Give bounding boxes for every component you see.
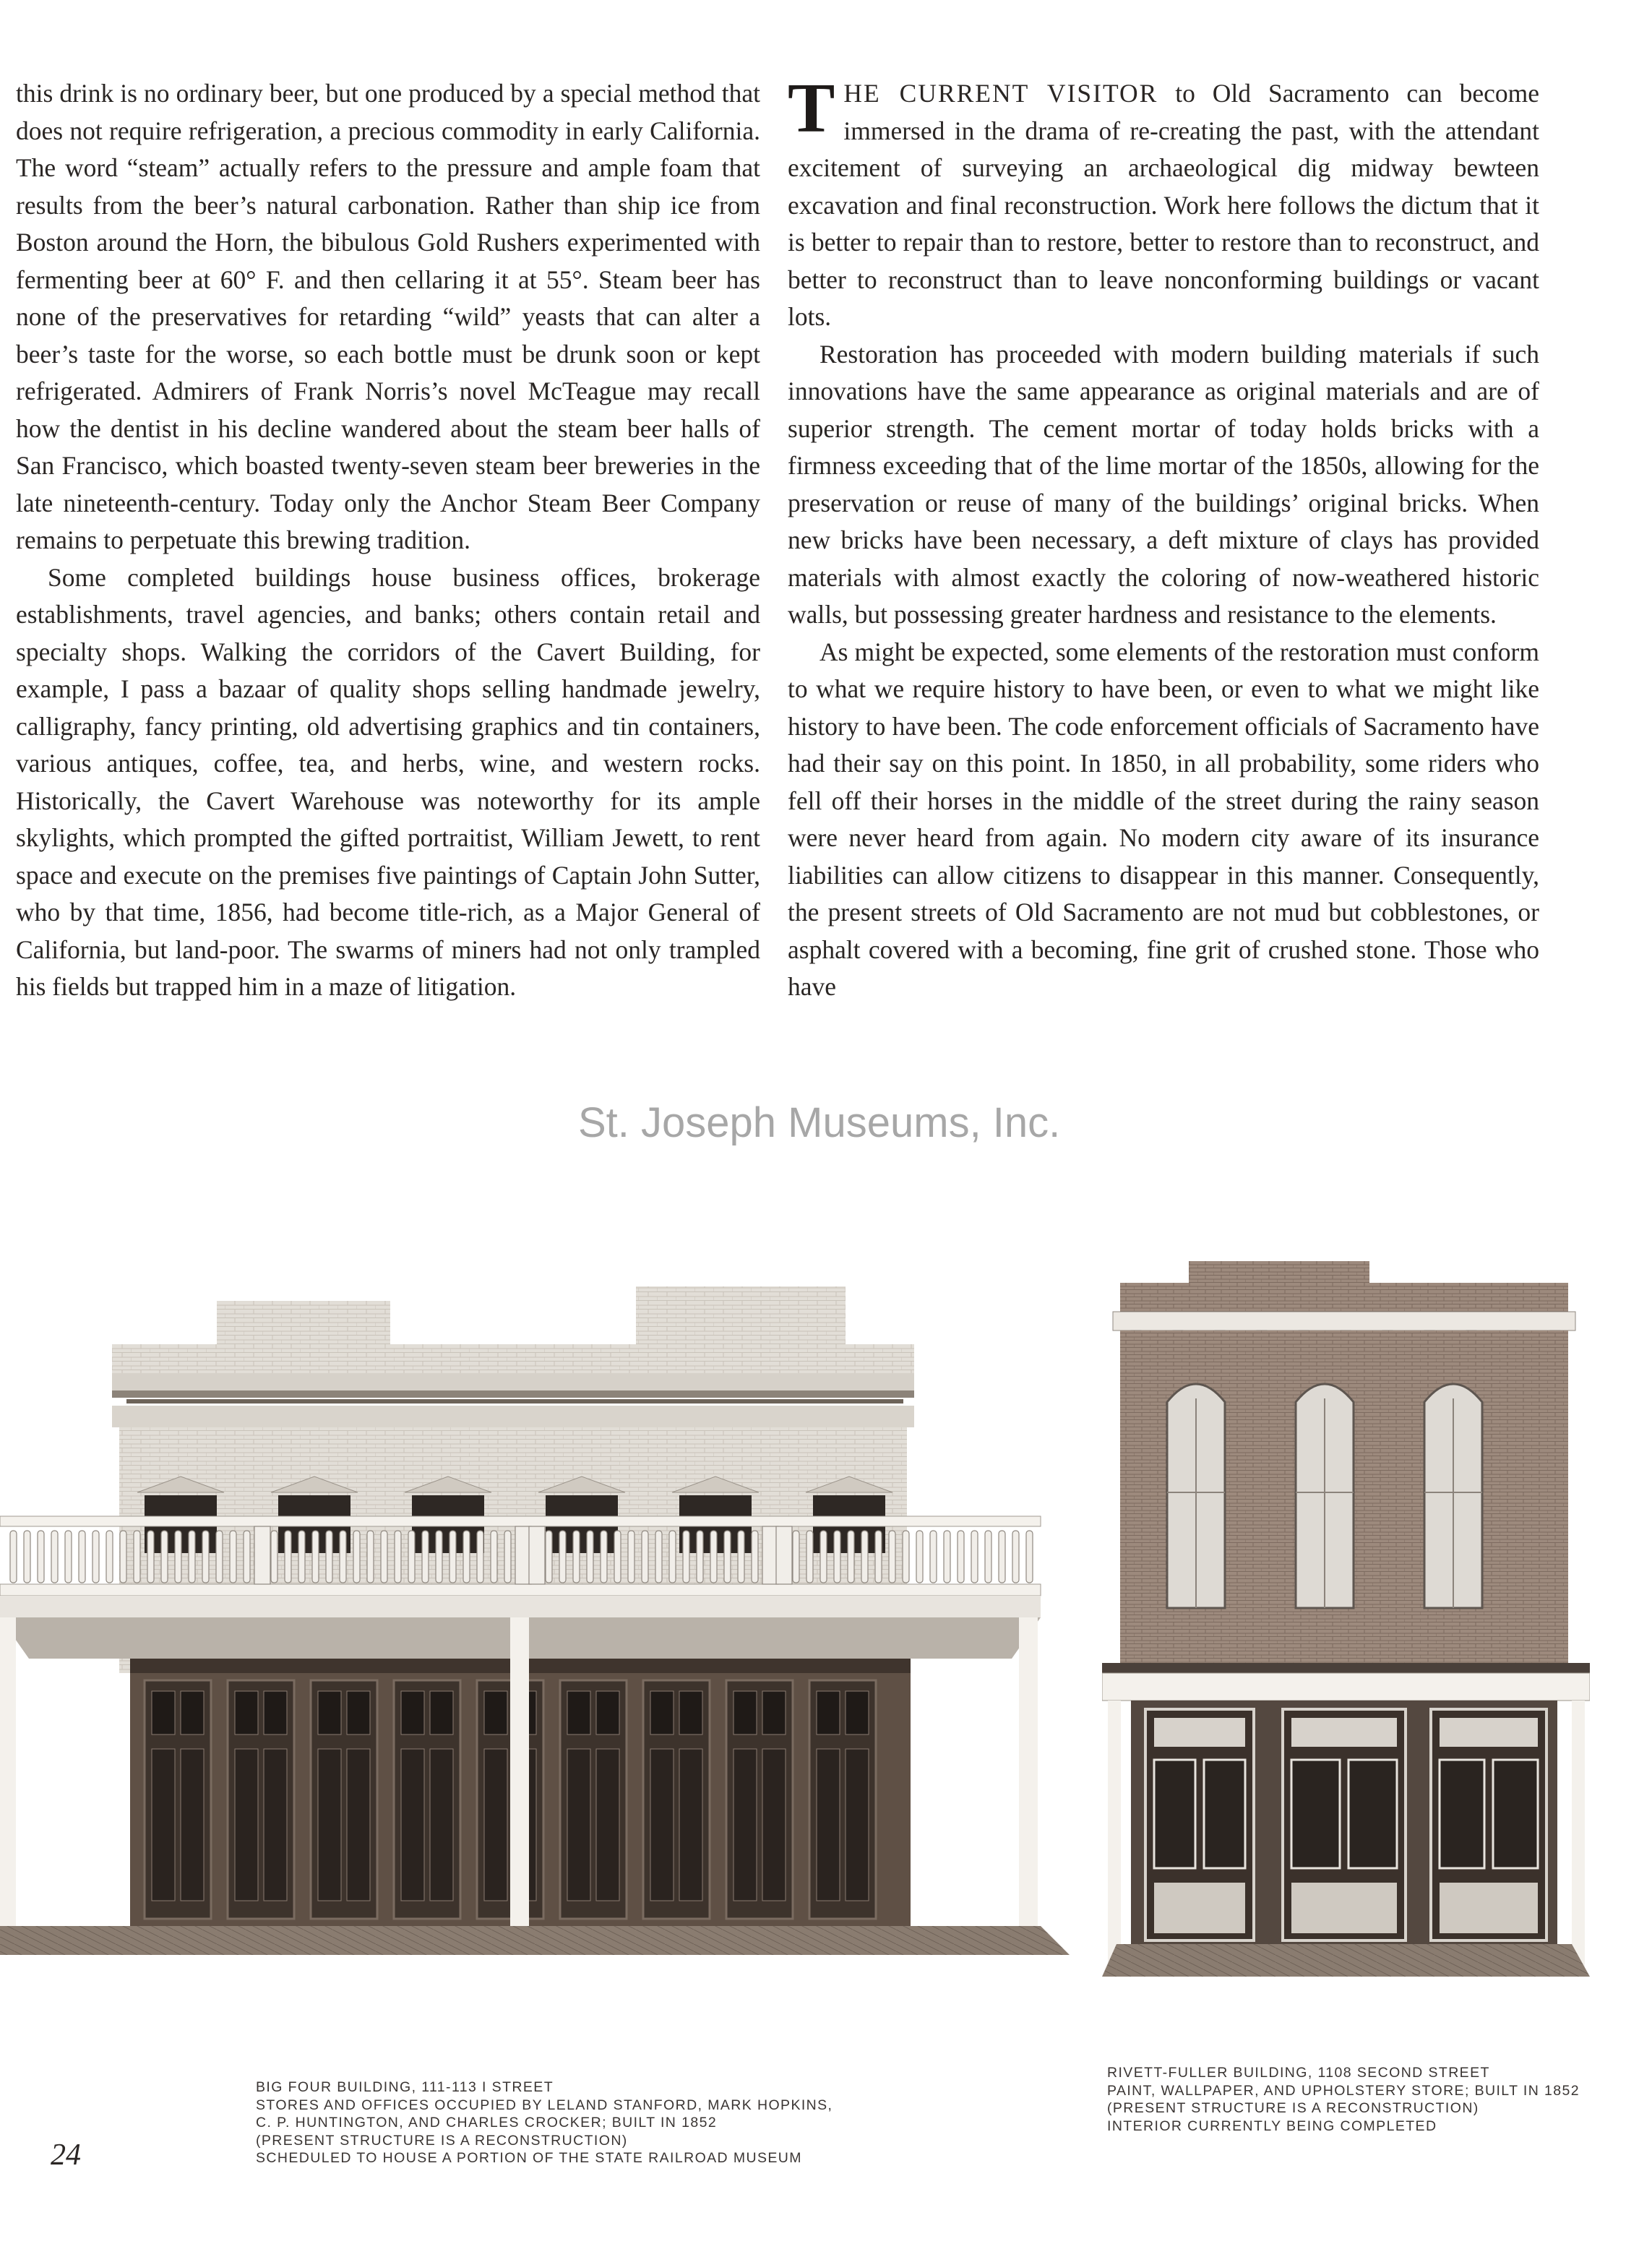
caption-line: (PRESENT STRUCTURE IS A RECONSTRUCTION)	[1107, 2100, 1479, 2116]
caption-line: BIG FOUR BUILDING, 111-113 I STREET	[256, 2079, 554, 2095]
caption-line: RIVETT-FULLER BUILDING, 1108 SECOND STREET	[1107, 2065, 1490, 2081]
right-paragraph-1	[788, 69, 1540, 336]
caption-line: C. P. HUNTINGTON, AND CHARLES CROCKER; BUILT IN 1852	[256, 2115, 718, 2131]
caption-line: PAINT, WALLPAPER, AND UPHOLSTERY STORE; BUILT IN 1852	[1107, 2082, 1580, 2099]
caption-line: INTERIOR CURRENTLY BEING COMPLETED	[1107, 2118, 1437, 2134]
page-number: 24	[51, 2138, 81, 2172]
left-text-column	[16, 75, 760, 1006]
caption-rivett-fuller	[1107, 2064, 1580, 2135]
big-four-building-photo	[0, 1258, 1070, 2027]
right-paragraph-1-body: to Old Sacramento can become immersed in the drama of re-creating the past, with the attendant excitement of surveying an archaeological dig midway bewteen excavation and final reconstruction. Work here follows the dictum that it is better to repair than to restore, better to restore than to reconstruct, and better to reconstruct than to leave nonconforming buildings or vacant lots.	[788, 79, 1540, 331]
caption-line: (PRESENT STRUCTURE IS A RECONSTRUCTION)	[256, 2132, 628, 2149]
watermark: St. Joseph Museums, Inc.	[578, 1099, 1061, 1146]
right-paragraph-2: Restoration has proceeded with modern building materials if such innovations have the same appearance as original materials and are of superior strength. The cement mortar of today holds bricks with a firmness exceeding that of the lime mortar of the 1850s, allowing for the preservation or reuse of many of the buildings’ original bricks. When new bricks have been necessary, a deft mixture of clays has provided materials with almost exactly the coloring of now-weathered historic walls, but possessing greater hardness and resistance to the elements.	[788, 339, 1539, 629]
caption-line: SCHEDULED TO HOUSE A PORTION OF THE STATE RAILROAD MUSEUM	[256, 2150, 802, 2166]
caption-big-four	[256, 2079, 833, 2167]
lead-small-caps: HE CURRENT VISITOR	[843, 79, 1158, 108]
right-paragraph-3: As might be expected, some elements of the restoration must conform to what we require history to have been, or even to what we might like history to have been. The code enforcement officials of Sacramento have had their say on this point. In 1850, in all probability, some riders who fell off their horses in the middle of the street during the rainy season were never heard from again. No modern city aware of its insurance liabilities can allow citizens to disappear in this manner. Consequently, the present streets of Old Sacramento are not mud but cobblestones, or asphalt covered with a becoming, fine grit of crushed stone. Those who have	[788, 637, 1539, 1001]
caption-line: STORES AND OFFICES OCCUPIED BY LELAND STANFORD, MARK HOPKINS,	[256, 2097, 833, 2113]
left-paragraph-2: Some completed buildings house business offices, brokerage establishments, travel agencies, and banks; others contain retail and specialty shops. Walking the corridors of the Cavert Building, for example, I pass a bazaar of quality shops selling handmade jewelry, calligraphy, fancy printing, old advertising graphics and tin containers, various antiques, coffee, tea, and herbs, wine, and western rocks. Historically, the Cavert Warehouse was noteworthy for its ample skylights, which prompted the gifted portraitist, William Jewett, to rent space and execute on the premises five paintings of Captain John Sutter, who by that time, 1856, had become title-rich, as a Major General of California, but land-poor. The swarms of miners had not only trampled his fields but trapped him in a maze of litigation.	[16, 562, 760, 1001]
drop-cap: T	[788, 69, 835, 147]
left-paragraph-1: this drink is no ordinary beer, but one produced by a special method that does not require refrigeration, a precious commodity in early California. The word “steam” actually refers to the pressure and ample foam that results from the beer’s natural carbonation. Rather than ship ice from Boston around the Horn, the bibulous Gold Rushers experimented with fermenting beer at 60° F. and then cellaring it at 55°. Steam beer has none of the preservatives for retarding “wild” yeasts that can alter a beer’s taste for the worse, so each bottle must be drunk soon or kept refrigerated. Admirers of Frank Norris’s novel McTeague may recall how the dentist in his decline wandered about the steam beer halls of San Francisco, which boasted twenty-seven steam beer breweries in the late nineteenth-century. Today only the Anchor Steam Beer Company remains to perpetuate this brewing tradition.	[16, 79, 760, 554]
right-text-column	[788, 69, 1540, 1006]
rivett-fuller-building-photo	[1102, 1261, 1590, 2006]
